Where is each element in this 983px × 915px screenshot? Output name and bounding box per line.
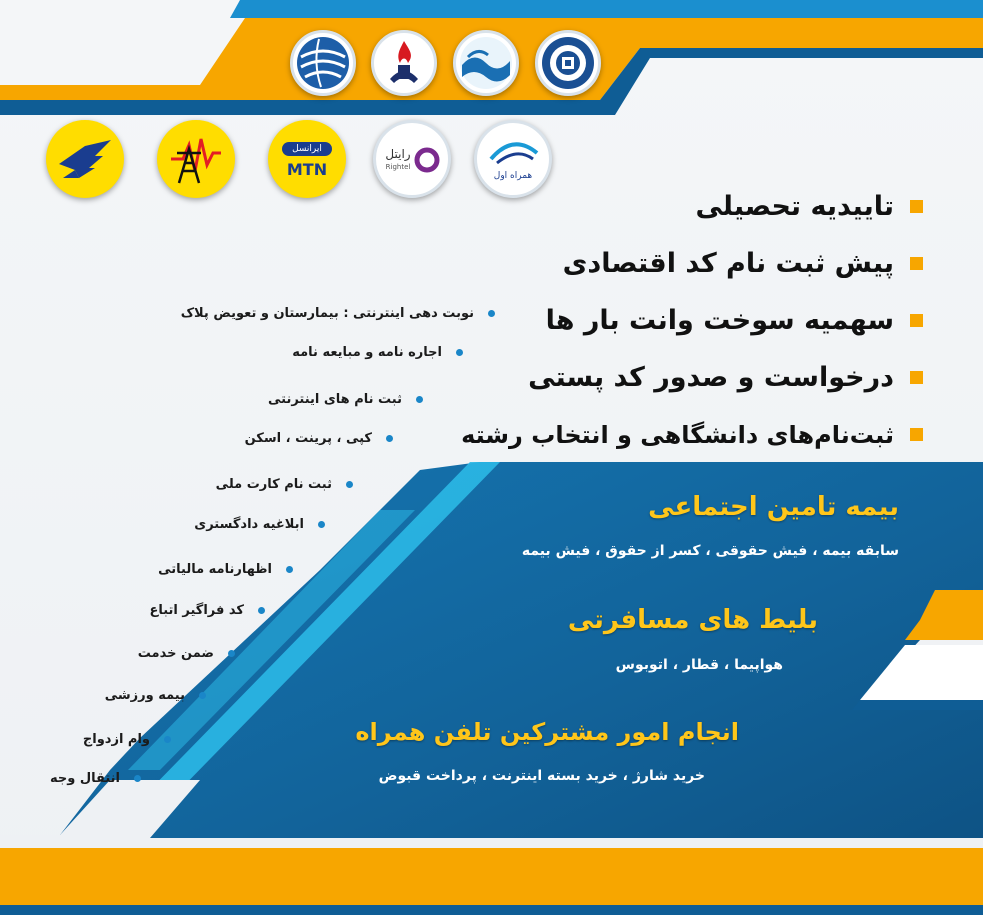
bullet-icon (164, 736, 171, 743)
bullet-icon (346, 481, 353, 488)
small-service-item: اظهارنامه مالیاتی (158, 562, 293, 577)
small-service-item: کپی ، پرینت ، اسکن (245, 431, 393, 446)
small-service-item: ابلاغیه دادگستری (194, 517, 325, 532)
mci-arc-icon (487, 137, 541, 167)
small-service-item: کد فراگیر اتباع (149, 603, 265, 618)
small-service-item: ضمن خدمت (138, 646, 235, 661)
bullet-icon (386, 435, 393, 442)
small-service-item: ثبت نام کارت ملی (216, 477, 353, 492)
gas-company-logo (371, 30, 437, 96)
power-tower-icon (165, 131, 227, 187)
small-service-item: انتقال وجه (50, 771, 141, 786)
water-company-logo (453, 30, 519, 96)
telecom-logo (290, 30, 356, 96)
mci-label: همراه اول (493, 171, 533, 181)
post-logo (46, 120, 124, 198)
small-service-item: وام ازدواج (83, 732, 171, 747)
bullet-icon (134, 775, 141, 782)
list-item: تاییدیه تحصیلی (463, 178, 923, 235)
section-subtitle: هواپیما ، قطار ، اتوبوس (615, 657, 783, 673)
social-security-logo (535, 30, 601, 96)
rightel-label: رایتل (385, 147, 411, 161)
bullet-icon (318, 521, 325, 528)
small-service-item: ثبت نام های اینترنتی (268, 392, 423, 407)
small-service-item: بیمه ورزشی (105, 688, 206, 703)
bullet-icon (258, 607, 265, 614)
list-item: پیش ثبت نام کد اقتصادی (463, 235, 923, 292)
bullet-icon (910, 428, 923, 441)
section-title: بلیط های مسافرتی (567, 605, 818, 635)
bullet-icon (910, 257, 923, 270)
irancell-logo (268, 120, 346, 198)
section-subtitle: خرید شارژ ، خرید بسته اینترنت ، پرداخت قبوض (378, 768, 705, 784)
bullet-icon (228, 650, 235, 657)
rightel-ring-icon (412, 145, 442, 175)
electricity-logo (157, 120, 235, 198)
bullet-icon (286, 566, 293, 573)
rightel-logo (373, 120, 451, 198)
mtn-label: MTN (286, 160, 328, 179)
list-item: درخواست و صدور کد پستی (463, 349, 923, 406)
irancell-label: ایرانسل (292, 144, 322, 154)
rightel-label-en: Rightel (385, 163, 411, 171)
water-wave-icon (458, 35, 514, 91)
globe-telecom-icon (295, 35, 351, 91)
bullet-icon (456, 349, 463, 356)
bullet-icon (910, 371, 923, 384)
small-service-item: اجاره نامه و مبایعه نامه (292, 345, 463, 360)
bullet-icon (416, 396, 423, 403)
section-title: انجام امور مشترکین تلفن همراه (355, 718, 739, 746)
small-service-item: نوبت دهی اینترنتی : بیمارستان و تعویض پلاک (181, 306, 495, 321)
eagle-icon (55, 134, 115, 184)
list-item: سهمیه سوخت وانت بار ها (463, 292, 923, 349)
main-services-list (463, 178, 923, 463)
list-item: ثبت‌نام‌های دانشگاهی و انتخاب رشته (463, 406, 923, 463)
bullet-icon (199, 692, 206, 699)
flame-icon (376, 35, 432, 91)
section-subtitle: سابقه بیمه ، فیش حقوقی ، کسر از حقوق ، فیش بیمه (521, 543, 899, 559)
emblem-icon (540, 35, 596, 91)
section-title: بیمه تامین اجتماعی (648, 492, 899, 522)
bullet-icon (910, 314, 923, 327)
bullet-icon (488, 310, 495, 317)
bullet-icon (910, 200, 923, 213)
